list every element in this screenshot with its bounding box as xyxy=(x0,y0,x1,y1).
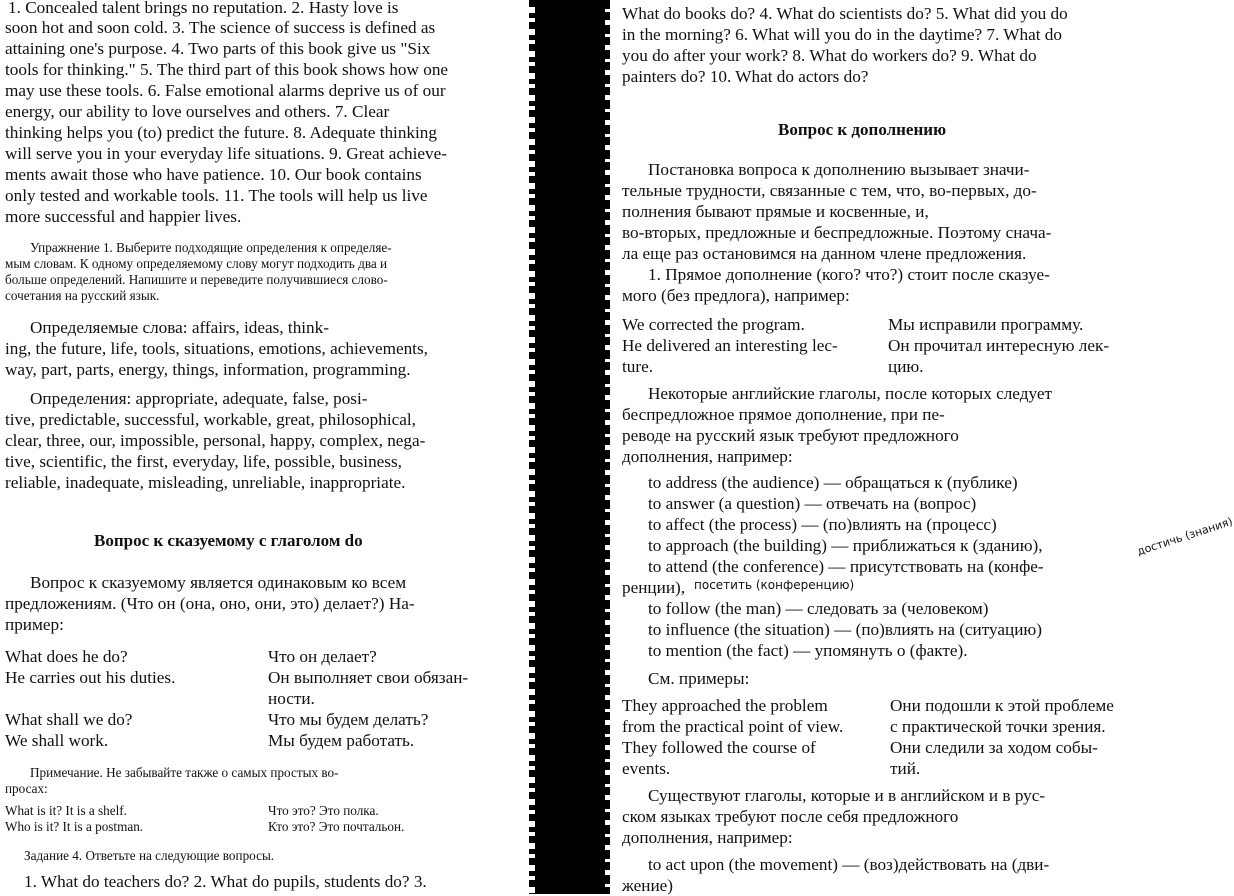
verb-line: жение) xyxy=(622,876,674,895)
example-en: ture. xyxy=(622,357,654,376)
handwritten-note: посетить (конференцию) xyxy=(694,578,855,592)
note-example-en: Who is it? It is a postman. xyxy=(5,819,144,834)
text-line: 1. Прямое дополнение (кого? что?) стоит после сказуе- xyxy=(648,265,1050,284)
text-line: Вопрос к сказуемому является одинаковым ко всем xyxy=(30,573,407,592)
example-en: They approached the problem xyxy=(622,696,828,715)
note-line: просах: xyxy=(5,781,48,796)
text-line: Определения: appropriate, adequate, false, posi- xyxy=(30,389,368,408)
note-line: Примечание. Не забывайте также о самых простых во- xyxy=(30,765,339,780)
example-en: events. xyxy=(622,759,671,778)
note-example-ru: Что это? Это полка. xyxy=(268,803,379,818)
text-line: you do after your work? 8. What do workers do? 9. What do xyxy=(622,46,1037,65)
verb-line: to influence (the situation) — (по)влиять на (ситуацию) xyxy=(648,620,1042,639)
example-en: He delivered an interesting lec- xyxy=(622,336,838,355)
text-line: tive, scientific, the first, everyday, life, possible, business, xyxy=(5,452,402,471)
task-heading: Задание 4. Ответьте на следующие вопросы. xyxy=(24,848,275,863)
text-line: tools for thinking." 5. The third part of this book shows how one xyxy=(5,60,449,79)
text-line: 1. What do teachers do? 2. What do pupils, students do? 3. xyxy=(24,872,427,891)
text-line: Определяемые слова: affairs, ideas, think- xyxy=(30,318,329,337)
verb-line: to follow (the man) — следовать за (человеком) xyxy=(648,599,989,618)
text-line: предложениям. (Что он (она, оно, они, это) делает?) На- xyxy=(5,594,415,613)
text-line: дополнения, например: xyxy=(622,447,793,466)
verb-line: to attend (the conference) — присутствовать на (конфе- xyxy=(648,557,1044,576)
section-heading: Вопрос к дополнению xyxy=(778,120,947,139)
text-line: more successful and happier lives. xyxy=(5,207,242,226)
text-line: painters do? 10. What do actors do? xyxy=(622,67,869,86)
text-line: реводе на русский язык требуют предложного xyxy=(622,426,959,445)
example-en: They followed the course of xyxy=(622,738,816,757)
text-line: См. примеры: xyxy=(648,669,750,688)
text-line: ском языках требуют после себя предложного xyxy=(622,807,959,826)
example-en: We shall work. xyxy=(5,731,109,750)
example-ru: Что он делает? xyxy=(268,647,377,666)
verb-line: to affect (the process) — (по)влиять на (процесс) xyxy=(648,515,997,534)
text-line: мого (без предлога), например: xyxy=(622,286,850,305)
handwritten-note: достичь (знания) xyxy=(1135,514,1234,559)
text-line: 1. Concealed talent brings no reputation. 2. Hasty love is xyxy=(8,0,399,17)
verb-line: to act upon (the movement) — (воз)действовать на (дви- xyxy=(648,855,1050,874)
example-en: What does he do? xyxy=(5,647,128,666)
text-line: will serve you in your everyday life situations. 9. Great achieve- xyxy=(5,144,447,163)
text-line: thinking helps you (to) predict the future. 8. Adequate thinking xyxy=(5,123,437,142)
example-ru: Они подошли к этой проблеме xyxy=(890,696,1114,715)
example-en: What shall we do? xyxy=(5,710,133,729)
text-line: only tested and workable tools. 11. The tools will help us live xyxy=(5,186,428,205)
example-en: He carries out his duties. xyxy=(5,668,176,687)
verb-line: ренции), xyxy=(622,578,686,597)
text-line: дополнения, например: xyxy=(622,828,793,847)
text-line: во-вторых, предложные и беспредложные. Поэтому снача- xyxy=(622,223,1052,242)
exercise-line: мым словам. К одному определяемому слову могут подходить два и xyxy=(5,256,388,271)
text-line: What do books do? 4. What do scientists do? 5. What did you do xyxy=(622,4,1068,23)
example-ru: Что мы будем делать? xyxy=(268,710,429,729)
text-line: тельные трудности, связанные с тем, что, во-первых, до- xyxy=(622,181,1037,200)
note-example-en: What is it? It is a shelf. xyxy=(5,803,127,818)
text-line: energy, our ability to love ourselves and others. 7. Clear xyxy=(5,102,390,121)
text-line: soon hot and soon cold. 3. The science of success is defined as xyxy=(5,18,436,37)
example-ru: с практической точки зрения. xyxy=(890,717,1106,736)
verb-line: to approach (the building) — приближаться к (зданию), xyxy=(648,536,1043,555)
example-ru: Он выполняет свои обязан- xyxy=(268,668,469,687)
text-line: way, part, parts, energy, things, information, programming. xyxy=(5,360,411,379)
verb-line: to mention (the fact) — упомянуть о (факте). xyxy=(648,641,968,660)
verb-line: to answer (a question) — отвечать на (вопрос) xyxy=(648,494,977,513)
text-line: in the morning? 6. What will you do in the daytime? 7. What do xyxy=(622,25,1062,44)
example-ru: Мы исправили программу. xyxy=(888,315,1084,334)
text-line: Существуют глаголы, которые и в английском и в рус- xyxy=(648,786,1046,805)
text-line: ing, the future, life, tools, situations, emotions, achievements, xyxy=(5,339,428,358)
text-line: Некоторые английские глаголы, после которых следует xyxy=(648,384,1052,403)
note-example-ru: Кто это? Это почтальон. xyxy=(268,819,405,834)
example-ru: Они следили за ходом собы- xyxy=(890,738,1098,757)
exercise-line: сочетания на русский язык. xyxy=(5,288,160,303)
example-ru: цию. xyxy=(888,357,924,376)
example-en: from the practical point of view. xyxy=(622,717,844,736)
example-ru: ности. xyxy=(268,689,315,708)
text-line: clear, three, our, impossible, personal, happy, complex, nega- xyxy=(5,431,426,450)
text-line: пример: xyxy=(5,615,64,634)
text-line: ments await those who have patience. 10. Our book contains xyxy=(5,165,422,184)
text-line: ла еще раз остановимся на данном члене предложения. xyxy=(622,244,1027,263)
example-ru: Мы будем работать. xyxy=(268,731,415,750)
text-line: attaining one's purpose. 4. Two parts of this book give us "Six xyxy=(5,39,431,58)
left-page xyxy=(0,0,540,894)
example-ru: тий. xyxy=(890,759,921,778)
section-heading: Вопрос к сказуемому с глаголом do xyxy=(94,531,363,550)
example-ru: Он прочитал интересную лек- xyxy=(888,336,1110,355)
book-gutter-shadow xyxy=(535,0,605,894)
text-line: may use these tools. 6. False emotional alarms deprive us of our xyxy=(5,81,446,100)
exercise-line: больше определений. Напишите и переведите получившиеся слово- xyxy=(5,272,388,287)
text-line: tive, predictable, successful, workable, great, philosophical, xyxy=(5,410,416,429)
text-line: полнения бывают прямые и косвенные, и, xyxy=(622,202,929,221)
example-en: We corrected the program. xyxy=(622,315,805,334)
exercise-line: Упражнение 1. Выберите подходящие определения к определяе- xyxy=(30,240,392,255)
right-page xyxy=(600,0,1234,895)
text-line: беспредложное прямое дополнение, при пе- xyxy=(622,405,945,424)
text-line: Постановка вопроса к дополнению вызывает значи- xyxy=(648,160,1030,179)
text-line: reliable, inadequate, misleading, unreliable, inappropriate. xyxy=(5,473,406,492)
verb-line: to address (the audience) — обращаться к (публике) xyxy=(648,473,1018,492)
